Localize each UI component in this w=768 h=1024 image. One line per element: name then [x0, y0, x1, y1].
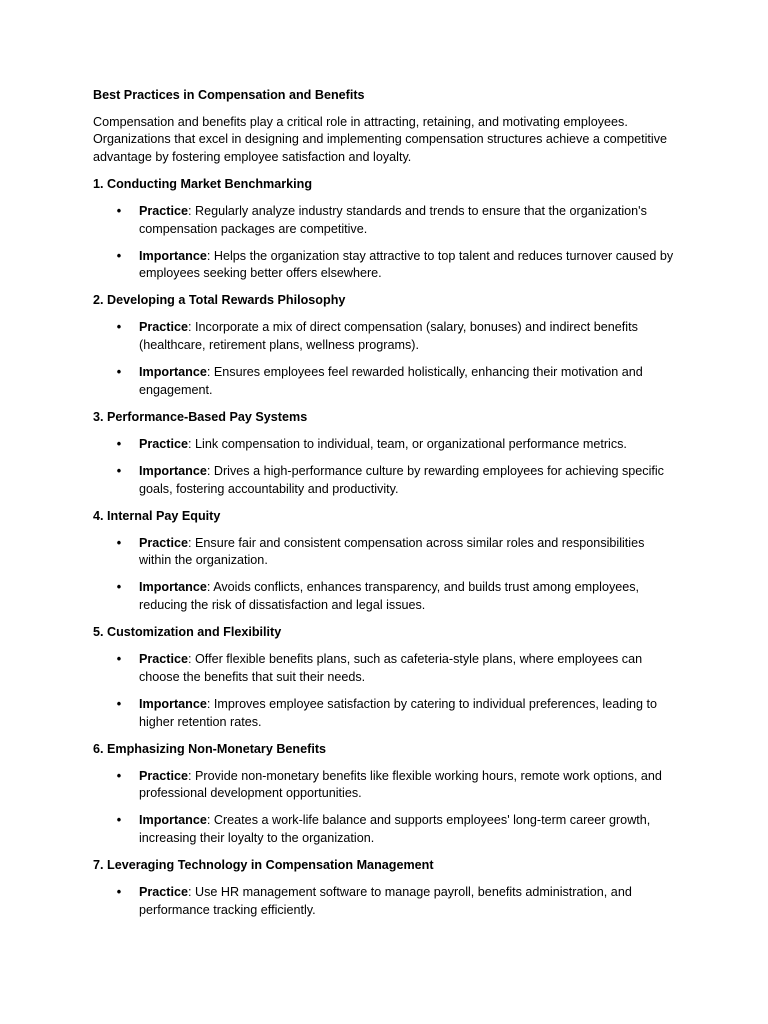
bullet-text: : Use HR management software to manage payroll, benefits administration, and performance tracking efficiently.: [139, 885, 632, 917]
bullet-label: Practice: [139, 535, 189, 550]
section-heading: 5. Customization and Flexibility: [93, 625, 282, 640]
list-item: [93, 579, 675, 614]
bullet-label: Importance: [139, 365, 207, 380]
bullet-label: Practice: [139, 203, 189, 218]
bullet-label: Practice: [139, 652, 189, 667]
bullet-list: [93, 651, 675, 731]
bullet-list: [93, 768, 675, 848]
section: [93, 741, 675, 848]
bullet-text: : Creates a work-life balance and supports employees' long-term career growth, increasing their loyalty to the organization.: [139, 813, 651, 845]
document-title: Best Practices in Compensation and Benefits: [93, 88, 365, 102]
list-item: [93, 364, 675, 399]
section: [93, 624, 675, 731]
bullet-list: [93, 884, 675, 919]
bullet-list: [93, 436, 675, 498]
bullet-label: Importance: [139, 464, 207, 478]
bullet-text: : Regularly analyze industry standards and trends to ensure that the organization's compensation packages are competitive.: [139, 203, 647, 236]
list-item: [93, 436, 675, 454]
bullet-label: Practice: [139, 436, 189, 451]
bullet-text: : Provide non-monetary benefits like flexible working hours, remote work options, and professional development opportunities.: [139, 768, 662, 801]
bullet-text: : Improves employee satisfaction by catering to individual preferences, leading to higher retention rates.: [139, 696, 658, 729]
bullet-label: Importance: [139, 813, 207, 828]
section-heading: 7. Leveraging Technology in Compensation Management: [93, 858, 434, 873]
list-item: [93, 768, 675, 803]
bullet-label: Practice: [139, 885, 189, 900]
bullet-label: Importance: [139, 696, 207, 711]
bullet-icon: •: [116, 248, 122, 263]
bullet-icon: •: [116, 320, 122, 335]
sections-container: [93, 176, 675, 920]
bullet-text: : Offer flexible benefits plans, such as cafeteria-style plans, where employees can choose the benefits that suit their needs.: [139, 652, 643, 684]
bullet-text: : Helps the organization stay attractive to top talent and reduces turnover caused by employees seeking better offers elsewhere.: [139, 248, 674, 281]
list-item: [93, 248, 675, 283]
section-heading: 2. Developing a Total Rewards Philosophy: [93, 293, 346, 308]
section: [93, 857, 675, 919]
bullet-text: : Incorporate a mix of direct compensation (salary, bonuses) and indirect benefits (healthcare, retirement plans, wellness programs).: [139, 320, 638, 353]
bullet-icon: •: [116, 580, 122, 595]
list-item: [93, 535, 675, 570]
bullet-icon: •: [116, 464, 122, 478]
bullet-icon: •: [116, 768, 122, 783]
bullet-list: [93, 203, 675, 283]
bullet-text: : Ensure fair and consistent compensation across similar roles and responsibilities within the organization.: [139, 535, 645, 568]
bullet-label: Importance: [139, 580, 207, 595]
section-heading: 1. Conducting Market Benchmarking: [93, 176, 313, 191]
list-item: [93, 696, 675, 731]
intro-paragraph: Compensation and benefits play a critical role in attracting, retaining, and motivating employees. Organizations that excel in designing and implementing compensation structures achieve a competitive advantage by fostering employee satisfaction and loyalty.: [93, 114, 668, 164]
list-item: [93, 812, 675, 847]
list-item: [93, 651, 675, 686]
list-item: [93, 319, 675, 354]
bullet-text: : Ensures employees feel rewarded holistically, enhancing their motivation and engagement.: [139, 365, 643, 397]
section-heading: 3. Performance-Based Pay Systems: [93, 409, 308, 424]
bullet-icon: •: [116, 436, 122, 451]
section: [93, 409, 675, 498]
bullet-label: Practice: [139, 768, 189, 783]
bullet-icon: •: [116, 813, 122, 828]
bullet-icon: •: [116, 203, 122, 218]
bullet-text: : Avoids conflicts, enhances transparency, and builds trust among employees, reducing the risk of dissatisfaction and legal issues.: [139, 580, 640, 613]
list-item: [93, 884, 675, 919]
section-heading: 4. Internal Pay Equity: [93, 508, 221, 523]
bullet-text: : Link compensation to individual, team, or organizational performance metrics.: [188, 436, 627, 451]
bullet-icon: •: [116, 696, 122, 711]
bullet-icon: •: [116, 652, 122, 667]
bullet-label: Importance: [139, 248, 207, 263]
bullet-icon: •: [116, 365, 122, 380]
bullet-text: : Drives a high-performance culture by rewarding employees for achieving specific goals, fostering accountability and productivity.: [139, 464, 664, 496]
bullet-list: [93, 319, 675, 399]
section: [93, 176, 675, 283]
bullet-icon: •: [116, 535, 122, 550]
list-item: [93, 203, 675, 238]
bullet-label: Practice: [139, 320, 189, 335]
section-heading: 6. Emphasizing Non-Monetary Benefits: [93, 741, 327, 756]
bullet-list: [93, 535, 675, 615]
section: [93, 292, 675, 399]
bullet-icon: •: [116, 885, 122, 900]
section: [93, 508, 675, 615]
list-item: [93, 463, 675, 498]
